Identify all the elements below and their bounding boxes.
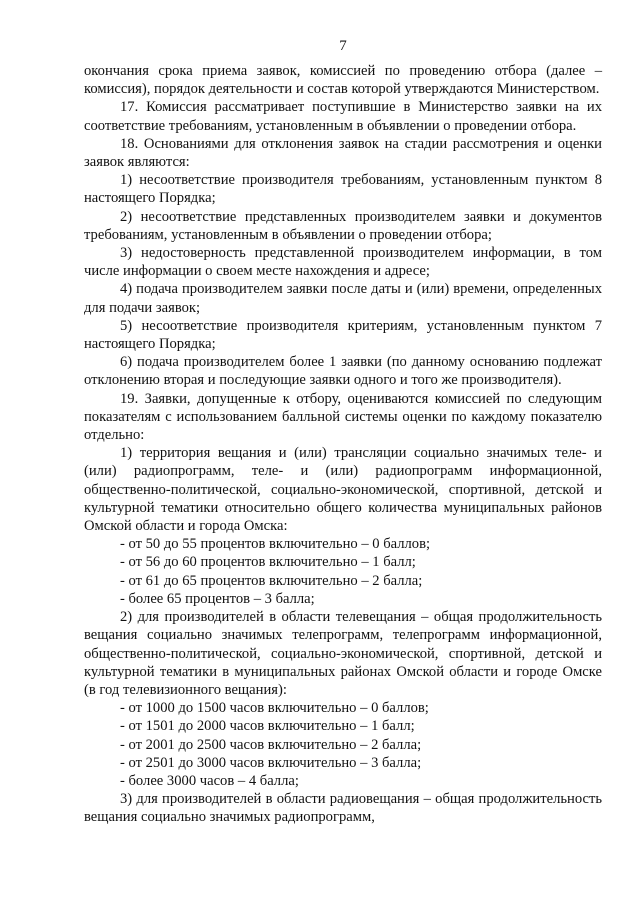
- paragraph: 1) территория вещания и (или) трансляции социально значимых теле- и (или) радиопрограмм, теле- и (или) радиопрограмм информационной, общественно-политической, социально-экономической, спортивной, детской и культурной тематики относительно общего количества муниципальных районов Омской области и города Омска:: [84, 445, 602, 535]
- document-page: [84, 36, 602, 827]
- paragraph: 19. Заявки, допущенные к отбору, оцениваются комиссией по следующим показателям с использованием балльной системы оценки по каждому показателю отдельно:: [84, 390, 602, 444]
- paragraph: 2) для производителей в области телевещания – общая продолжительность вещания социально значимых телепрограмм, телепрограмм информационной, общественно-политической, социально-экономической, спортивной, детской и культурной тематики в муниципальных районах Омской области и городе Омске (в год телевизионного вещания):: [84, 609, 602, 698]
- page-number: 7: [339, 38, 347, 54]
- list-item: - более 65 процентов – 3 балла;: [120, 590, 315, 607]
- document-body: [84, 62, 602, 827]
- paragraph: 6) подача производителем более 1 заявки (по данному основанию подлежат отклонению вторая и последующие заявки одного и того же производителя).: [84, 354, 602, 389]
- list-item: - от 1501 до 2000 часов включительно – 1 балл;: [120, 718, 415, 735]
- list-item: - от 1000 до 1500 часов включительно – 0 баллов;: [120, 700, 429, 717]
- paragraph: 4) подача производителем заявки после даты и (или) времени, определенных для подачи заявок;: [84, 281, 602, 316]
- list-item: - от 2001 до 2500 часов включительно – 2 балла;: [120, 736, 422, 753]
- paragraph: 1) несоответствие производителя требованиям, установленным пунктом 8 настоящего Порядка;: [84, 172, 602, 207]
- paragraph: 5) несоответствие производителя критериям, установленным пунктом 7 настоящего Порядка;: [84, 317, 602, 353]
- paragraph: 18. Основаниями для отклонения заявок на стадии рассмотрения и оценки заявок являются:: [84, 135, 602, 171]
- paragraph: 3) для производителей в области радиовещания – общая продолжительность вещания социально значимых радиопрограмм,: [84, 791, 602, 826]
- paragraph: 17. Комиссия рассматривает поступившие в Министерство заявки на их соответствие требованиям, установленным в объявлении о проведении отбора.: [84, 99, 602, 134]
- paragraph: окончания срока приема заявок, комиссией по проведению отбора (далее – комиссия), порядок деятельности и состав которой утверждаются Министерством.: [84, 63, 602, 98]
- paragraph: 2) несоответствие представленных производителем заявки и документов требованиям, установленным в объявлении о проведении отбора;: [84, 208, 602, 243]
- list-item: - более 3000 часов – 4 балла;: [120, 772, 299, 789]
- paragraph: 3) недостоверность представленной производителем информации, в том числе информации о своем месте нахождения и адресе;: [84, 245, 602, 280]
- list-item: - от 2501 до 3000 часов включительно – 3 балла;: [120, 754, 422, 771]
- list-item: - от 56 до 60 процентов включительно – 1 балл;: [120, 554, 416, 571]
- list-item: - от 61 до 65 процентов включительно – 2 балла;: [120, 572, 423, 589]
- list-item: - от 50 до 55 процентов включительно – 0 баллов;: [120, 536, 431, 553]
